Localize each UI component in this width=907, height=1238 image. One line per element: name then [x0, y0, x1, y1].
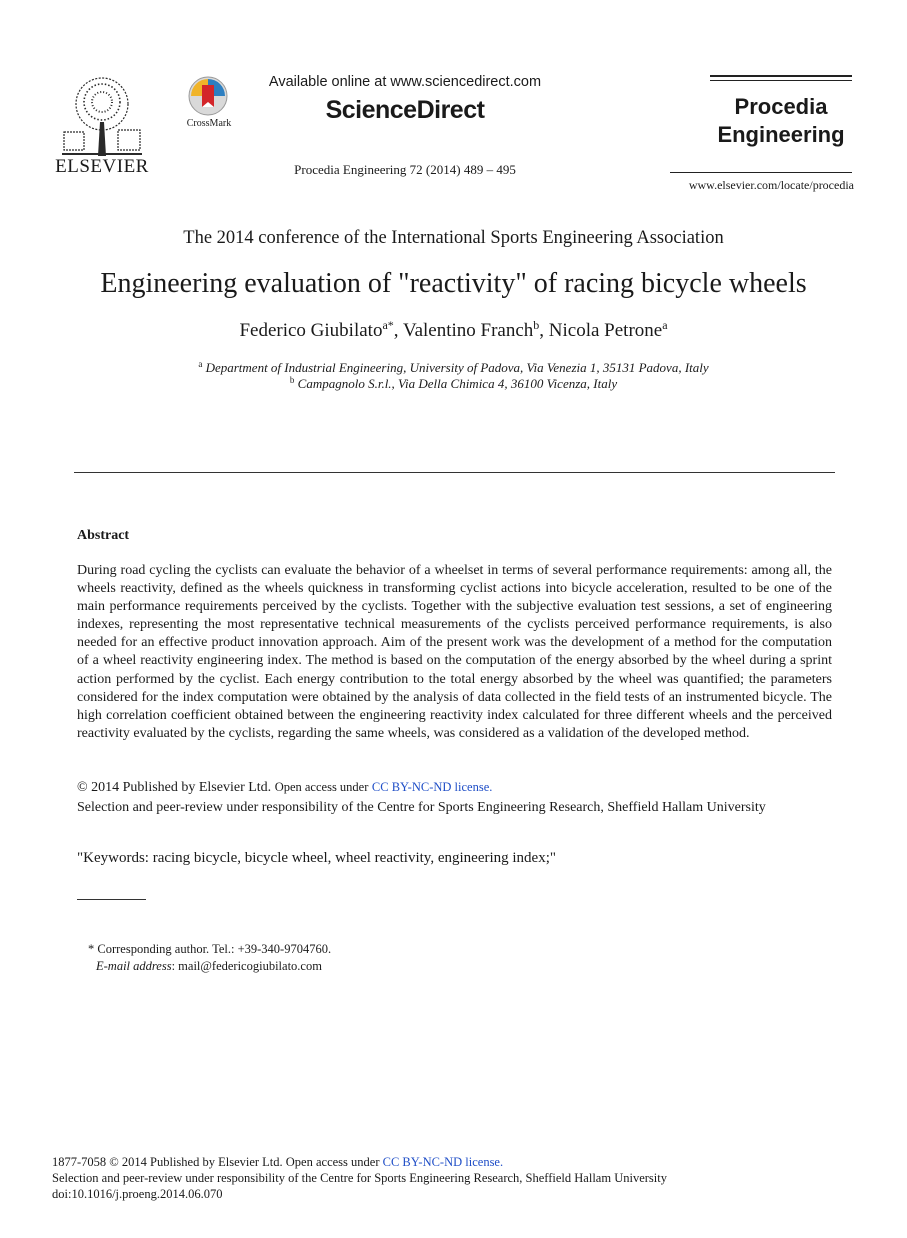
author-affiliation-mark: a* [382, 318, 394, 332]
publisher-wordmark: ELSEVIER [55, 156, 149, 177]
journal-url[interactable]: www.elsevier.com/locate/procedia [688, 178, 854, 192]
affiliation [0, 376, 907, 392]
journal-name-line: Engineering [717, 122, 845, 147]
footnote-corresponding-text: Corresponding author. Tel.: +39-340-9704760. [97, 942, 332, 956]
copyright-line [77, 780, 492, 796]
affiliation-mark: b [289, 375, 295, 385]
abstract-heading: Abstract [77, 528, 130, 543]
peer-review-statement: Selection and peer-review under responsibility of the Centre for Sports Engineering Research, Sheffield Hallam University [77, 800, 766, 815]
author-separator: , [539, 320, 549, 341]
author-affiliation-mark: a [662, 318, 668, 332]
keywords: "Keywords: racing bicycle, bicycle wheel, wheel reactivity, engineering index;" [77, 850, 557, 866]
crossmark-label: CrossMark [186, 118, 232, 129]
author-separator: , [393, 320, 403, 341]
open-access-text: Open access under [274, 780, 369, 794]
copyright-text: © 2014 Published by Elsevier Ltd. [77, 780, 272, 795]
email-value[interactable]: : mail@federicogiubilato.com [171, 959, 322, 973]
journal-rule [710, 75, 852, 77]
journal-name-line: Procedia [734, 94, 828, 119]
affiliation [0, 360, 907, 376]
journal-rule [670, 172, 852, 173]
affiliation-text: Campagnolo S.r.l., Via Della Chimica 4, 36100 Vicenza, Italy [297, 376, 618, 391]
author-name: Nicola Petrone [548, 320, 663, 341]
footnote-marker: * [88, 942, 95, 956]
doi[interactable]: doi:10.1016/j.proeng.2014.06.070 [52, 1187, 223, 1201]
author-name: Federico Giubilato [239, 320, 383, 341]
sciencedirect-logo[interactable]: ScienceDirect [325, 96, 485, 124]
email-label: E-mail address [96, 959, 172, 973]
section-divider [74, 472, 835, 473]
paper-title: Engineering evaluation of "reactivity" of racing bicycle wheels [100, 268, 807, 299]
author-name: Valentino Franch [402, 320, 534, 341]
author-affiliation-mark: b [533, 318, 540, 332]
affiliation-text: Department of Industrial Engineering, University of Padova, Via Venezia 1, 35131 Padova, Italy [205, 360, 709, 375]
abstract-body: During road cycling the cyclists can evaluate the behavior of a wheelset in terms of several performance requirements: among all, the wheels reactivity, defined as the wheels quickness in transforming cyclist actions into bicycle acceleration, resulted to be one of the main performance requirements perceived by the cyclists. Together with the subjective evaluation test sessions, a set of engineering indexes, representing the most representative technical measurements of the cyclists perceived performance requirements, is also needed for an effective product innovation approach. Aim of the present work was the development of a method for the computation of a wheel reactivity engineering index. The method is based on the computation of the energy absorbed by the wheel during a sprint action performed by the cyclist. Each energy contribution to the total energy absorbed by the wheel was quantified; the parameters considered for the index computation were obtained by the analysis of data collected in the field tests of an instrumented bicycle. The high correlation coefficient obtained between the engineering reactivity index calculated for three different wheels and the perceived reactivity evaluated by the cyclists, regarding the same wheels, was considered as a validation of the developed method. [77, 563, 832, 741]
license-link[interactable]: CC BY-NC-ND license. [371, 780, 493, 794]
available-online-text: Available online at www.sciencedirect.com [268, 74, 542, 90]
journal-citation: Procedia Engineering 72 (2014) 489 – 495 [294, 162, 516, 177]
footnote-corresponding [88, 942, 331, 957]
footnote-email [96, 959, 322, 974]
bottom-peer-review: Selection and peer-review under responsibility of the Centre for Sports Engineering Research, Sheffield Hallam University [52, 1171, 667, 1185]
author-list [0, 320, 907, 342]
conference-name: The 2014 conference of the International Sports Engineering Association [183, 228, 724, 248]
issn-line [52, 1155, 503, 1170]
issn-text: 1877-7058 © 2014 Published by Elsevier Ltd. Open access under [52, 1155, 380, 1169]
affiliation-mark: a [198, 359, 203, 369]
footnote-rule [77, 899, 146, 900]
journal-name [710, 93, 852, 149]
bottom-license-link[interactable]: CC BY-NC-ND license. [382, 1155, 504, 1169]
journal-rule [710, 80, 852, 81]
